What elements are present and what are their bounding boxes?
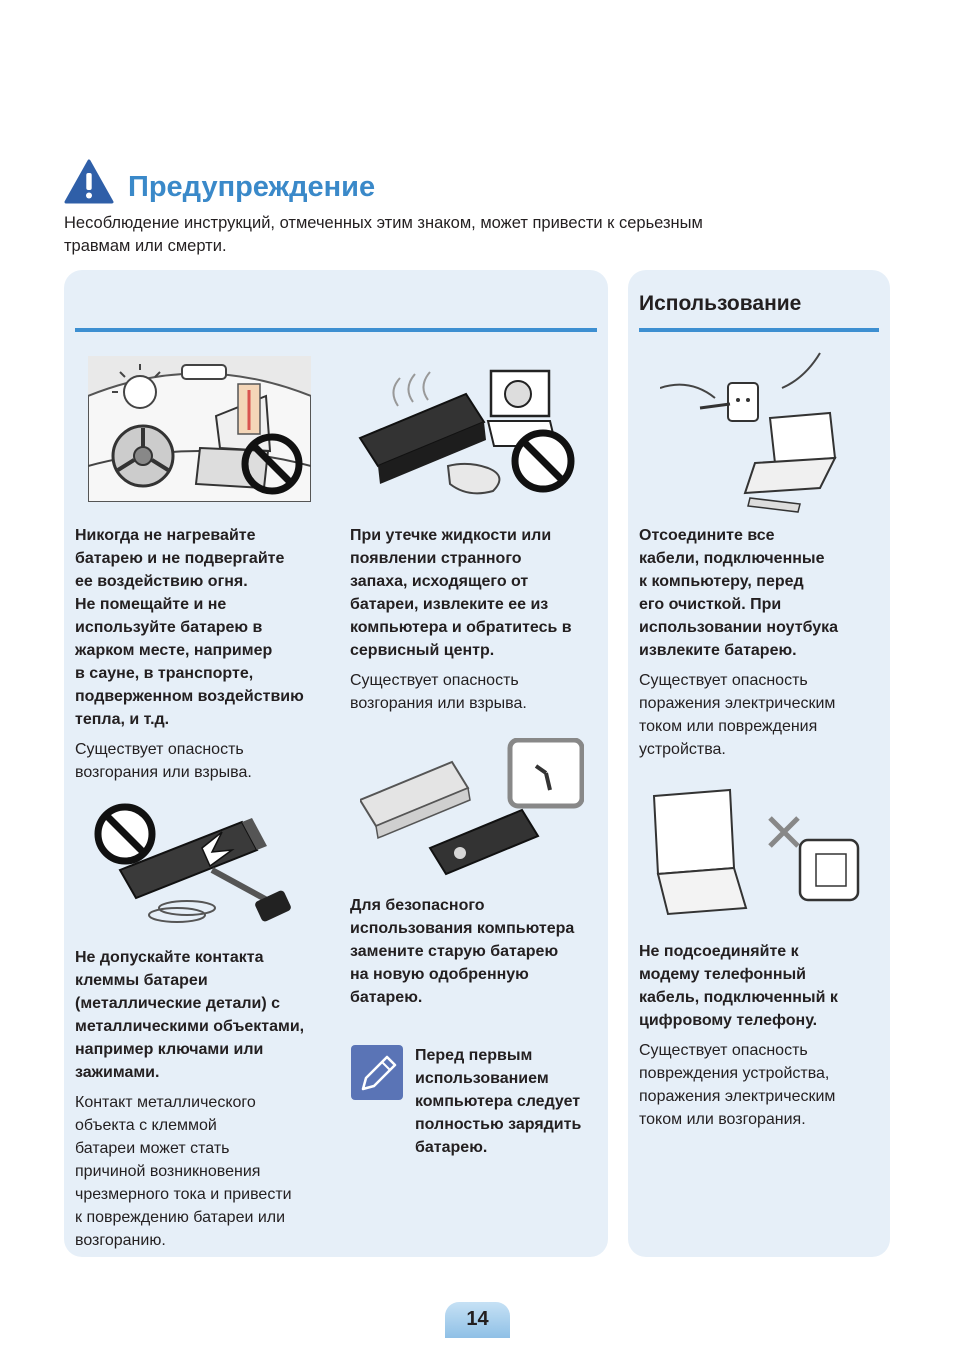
item-phone-cable-warning: Не подсоединяйте к модему телефонный кабель, подключенный к цифровому телефону. bbox=[639, 943, 838, 1029]
note-text: Перед первым использованием компьютера следует полностью зарядить батарею. bbox=[415, 1047, 582, 1156]
pencil-note-icon bbox=[351, 1045, 403, 1100]
item-heat-fire-warning: Никогда не нагревайте батарею и не подвергайте ее воздействию огня. Не помещайте и не используйте батарею в жарком месте, например в сауне, в транспорте, подверженном воздействию тепла, и т.д. bbox=[75, 527, 304, 728]
item-replace-battery bbox=[350, 894, 600, 1009]
item-heat-fire bbox=[75, 524, 330, 784]
battery-replacement-illustration bbox=[360, 738, 584, 878]
item-metal-contact bbox=[75, 946, 330, 1252]
item-leak-smell-consequence: Существует опасность возгорания или взрыва. bbox=[350, 672, 527, 712]
item-leak-smell bbox=[350, 524, 600, 715]
page-title: Предупреждение bbox=[128, 171, 376, 203]
unplug-cables-illustration bbox=[660, 348, 865, 514]
item-unplug-cables bbox=[639, 524, 884, 761]
item-metal-contact-consequence: Контакт металлического объекта с клеммой батареи может стать причиной возникновения чрезмерного тока и привести к повреждению батареи или возгоранию. bbox=[75, 1094, 292, 1249]
leaking-battery-illustration bbox=[358, 366, 580, 504]
item-heat-fire-consequence: Существует опасность возгорания или взрыва. bbox=[75, 741, 252, 781]
modem-phone-illustration bbox=[650, 788, 866, 916]
warning-triangle-icon bbox=[64, 159, 114, 205]
item-metal-contact-warning: Не допускайте контакта клеммы батареи (металлические детали) с металлическими объектами, например ключами или зажимами. bbox=[75, 949, 305, 1081]
item-phone-cable-consequence: Существует опасность повреждения устройства, поражения электрическим током или возгорания. bbox=[639, 1042, 836, 1128]
battery-metal-objects-illustration bbox=[92, 800, 322, 930]
page-number-badge bbox=[445, 1302, 510, 1338]
hot-car-laptop-illustration bbox=[88, 356, 311, 502]
right-panel-rule bbox=[639, 328, 879, 332]
item-leak-smell-warning: При утечке жидкости или появлении странного запаха, исходящего от батареи, извлеките ее из компьютера и обратитесь в сервисный центр. bbox=[350, 527, 572, 659]
item-unplug-cables-consequence: Существует опасность поражения электрическим током или повреждения устройства. bbox=[639, 672, 836, 758]
left-panel-rule bbox=[75, 328, 597, 332]
item-phone-cable bbox=[639, 940, 884, 1131]
page-number: 14 bbox=[466, 1308, 489, 1330]
item-unplug-cables-warning: Отсоедините все кабели, подключенные к компьютеру, перед его очисткой. При использовании ноутбука извлеките батарею. bbox=[639, 527, 839, 659]
item-replace-battery-warning: Для безопасного использования компьютера замените старую батарею на новую одобренную батарею. bbox=[350, 897, 575, 1006]
warning-description: Несоблюдение инструкций, отмеченных этим знаком, может привести к серьезным травмам или смерти. bbox=[64, 214, 703, 255]
section-heading-usage: Использование bbox=[639, 292, 802, 315]
